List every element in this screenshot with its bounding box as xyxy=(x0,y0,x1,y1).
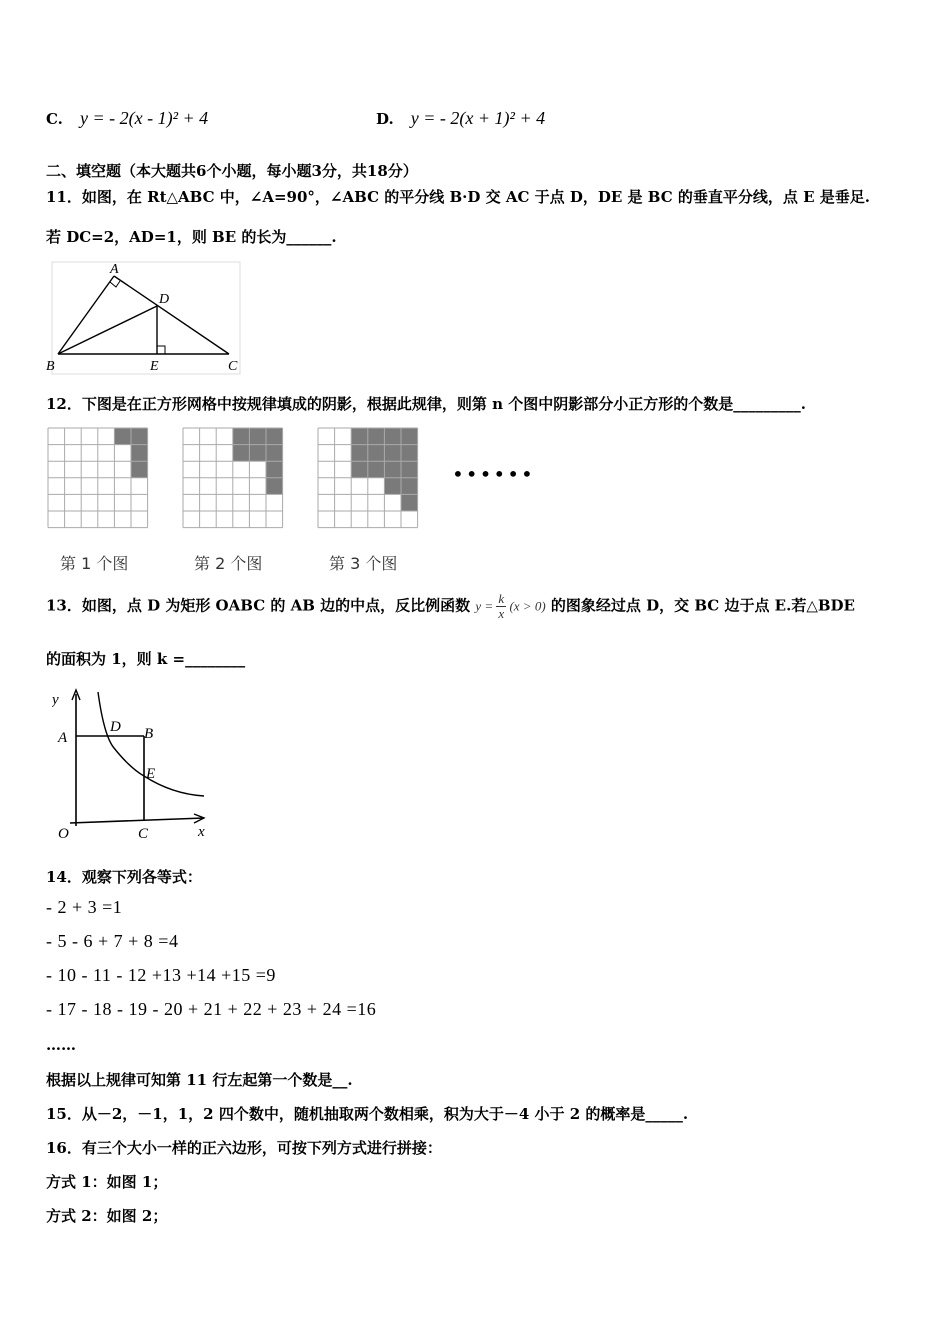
side-ac xyxy=(114,276,229,354)
q13-line1 xyxy=(46,592,855,621)
q13-line2: 的面积为 1，则 k =________ xyxy=(46,650,246,668)
shaded-cell xyxy=(384,445,401,462)
section-title: 二、填空题（本大题共6个小题，每小题3分，共18分） xyxy=(46,162,418,180)
q16-way1: 方式 1：如图 1； xyxy=(46,1173,168,1191)
bisector-bd xyxy=(58,306,157,354)
q12-grid-3 xyxy=(316,426,422,530)
q12-caption-2: 第 2 个图 xyxy=(194,554,263,573)
q16-way2: 方式 2：如图 2； xyxy=(46,1207,168,1225)
option-d-formula: y = - 2(x + 1)² + 4 xyxy=(410,108,546,128)
q13-fraction xyxy=(496,592,506,621)
shaded-cell xyxy=(368,428,385,445)
option-c xyxy=(46,108,208,129)
q11-triangle-figure xyxy=(44,258,244,376)
q11-line2: 若 DC=2，AD=1，则 BE 的长为______. xyxy=(46,228,337,246)
q12-text: 12．下图是在正方形网格中按规律填成的阴影，根据此规律，则第 n 个图中阴影部分小正方形的个数是_________. xyxy=(46,395,806,413)
shaded-cell xyxy=(131,428,148,445)
label-d: D xyxy=(110,719,121,735)
shaded-cell xyxy=(401,478,418,495)
shaded-cell xyxy=(233,428,250,445)
option-d-label: D. xyxy=(376,110,394,128)
q12-ellipsis: •••••• xyxy=(452,462,535,486)
label-y: y xyxy=(52,692,59,708)
shaded-cell xyxy=(384,428,401,445)
shaded-cell xyxy=(114,428,131,445)
q12-caption-1: 第 1 个图 xyxy=(60,554,129,573)
q13-line1-after: 的图象经过点 D，交 BC 边于点 E.若△BDE xyxy=(550,596,855,615)
side-ab xyxy=(58,276,114,354)
label-e: E xyxy=(150,359,159,374)
q16-text: 16．有三个大小一样的正六边形，可按下列方式进行拼接： xyxy=(46,1139,442,1157)
q14-equation-2: - 5 - 6 + 7 + 8 =4 xyxy=(46,931,179,951)
label-o: O xyxy=(58,826,69,842)
shaded-cell xyxy=(266,445,283,462)
q13-fraction-den: x xyxy=(498,606,505,621)
option-d xyxy=(376,108,545,129)
shaded-cell xyxy=(401,428,418,445)
shaded-cell xyxy=(401,494,418,511)
shaded-cell xyxy=(368,461,385,478)
q12-caption-3: 第 3 个图 xyxy=(329,554,398,573)
shaded-cell xyxy=(351,428,368,445)
option-c-formula: y = - 2(x - 1)² + 4 xyxy=(80,108,209,128)
shaded-cell xyxy=(131,461,148,478)
q13-formula-cond: (x > 0) xyxy=(509,598,546,614)
q12-grid-1 xyxy=(46,426,152,530)
q14-dots: …… xyxy=(46,1036,76,1054)
right-angle-mark-a xyxy=(110,281,120,287)
shaded-cell xyxy=(351,461,368,478)
shaded-cell xyxy=(131,445,148,462)
label-b: B xyxy=(46,359,55,374)
label-a: A xyxy=(58,730,68,746)
q13-line1-before: 13．如图，点 D 为矩形 OABC 的 AB 边的中点，反比例函数 xyxy=(46,596,471,615)
shaded-cell xyxy=(266,461,283,478)
q13-formula-lhs: y = xyxy=(475,598,494,614)
shaded-cell xyxy=(266,428,283,445)
shaded-cell xyxy=(401,461,418,478)
q14-equation-4: - 17 - 18 - 19 - 20 + 21 + 22 + 23 + 24 =16 xyxy=(46,999,377,1019)
shaded-cell xyxy=(384,478,401,495)
q13-figure xyxy=(52,686,212,842)
q13-formula xyxy=(475,592,545,621)
q11-line1: 11．如图，在 Rt△ABC 中，∠A=90°，∠ABC 的平分线 B·D 交 AC 于点 D，DE 是 BC 的垂直平分线，点 E 是垂足. xyxy=(46,188,870,206)
q15-text: 15．从－2，－1，1，2 四个数中，随机抽取两个数相乘，积为大于－4 小于 2 的概率是_____. xyxy=(46,1105,689,1123)
shaded-cell xyxy=(233,445,250,462)
label-a: A xyxy=(110,262,119,277)
label-e: E xyxy=(146,766,156,782)
q13-fraction-num: k xyxy=(498,591,505,606)
q14-title: 14．观察下列各等式： xyxy=(46,868,202,886)
label-c: C xyxy=(228,359,238,374)
q12-grid-2 xyxy=(181,426,287,530)
label-b: B xyxy=(144,726,154,742)
q14-equation-1: - 2 + 3 =1 xyxy=(46,897,123,917)
option-c-label: C. xyxy=(46,110,63,128)
shaded-cell xyxy=(351,445,368,462)
q14-question: 根据以上规律可知第 11 行左起第一个数是__. xyxy=(46,1071,353,1089)
shaded-cell xyxy=(401,445,418,462)
shaded-cell xyxy=(384,461,401,478)
shaded-cell xyxy=(368,445,385,462)
shaded-cell xyxy=(249,445,266,462)
label-c: C xyxy=(138,826,149,842)
right-angle-mark-e xyxy=(157,346,165,354)
x-axis xyxy=(70,818,204,823)
label-d: D xyxy=(159,292,170,307)
label-x: x xyxy=(198,824,205,840)
shaded-cell xyxy=(266,478,283,495)
shaded-cell xyxy=(249,428,266,445)
q14-equation-3: - 10 - 11 - 12 +13 +14 +15 =9 xyxy=(46,965,276,985)
